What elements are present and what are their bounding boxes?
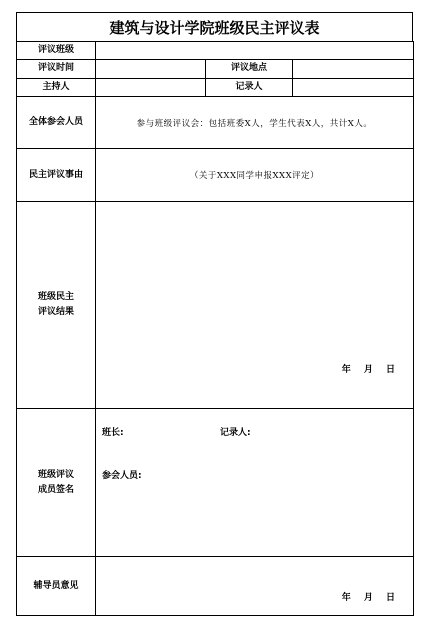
form-title: 建筑与设计学院班级民主评议表 xyxy=(16,12,413,42)
host-field[interactable] xyxy=(96,78,206,96)
members-label-line2: 成员签名 xyxy=(37,484,74,495)
members-label xyxy=(17,409,96,557)
attendees-signature-label: 参会人员: xyxy=(102,471,142,482)
result-label-line2: 评议结果 xyxy=(37,307,74,318)
recorder-field[interactable] xyxy=(293,78,414,96)
row-time xyxy=(17,60,414,78)
result-label-line1: 班级民主 xyxy=(37,292,74,303)
counselor-label: 辅导员意见 xyxy=(17,557,96,616)
monitor-signature-label: 班长: xyxy=(102,428,124,439)
matter-label: 民主评议事由 xyxy=(17,149,96,202)
counselor-date: 年 月 日 xyxy=(341,593,396,604)
time-label: 评议时间 xyxy=(17,60,96,78)
evaluation-form xyxy=(16,12,413,616)
class-field[interactable] xyxy=(96,42,414,60)
matter-text[interactable]: （关于XXX同学申报XXX评定） xyxy=(96,149,414,202)
host-label: 主持人 xyxy=(17,78,96,96)
result-label xyxy=(17,202,96,409)
members-field[interactable] xyxy=(96,409,414,557)
location-label: 评议地点 xyxy=(206,60,293,78)
result-date: 年 月 日 xyxy=(341,365,396,376)
recorder-signature-label: 记录人: xyxy=(220,428,251,439)
participants-label: 全体参会人员 xyxy=(17,96,96,149)
class-label: 评议班级 xyxy=(17,42,96,60)
row-matter xyxy=(17,149,414,202)
location-field[interactable] xyxy=(293,60,414,78)
participants-text[interactable]: 参与班级评议会：包括班委X人，学生代表X人，共计X人。 xyxy=(96,96,414,149)
form-table xyxy=(16,41,414,616)
time-field[interactable] xyxy=(96,60,206,78)
counselor-field[interactable] xyxy=(96,557,414,616)
result-field[interactable] xyxy=(96,202,414,409)
row-host xyxy=(17,78,414,96)
recorder-label: 记录人 xyxy=(206,78,293,96)
row-participants xyxy=(17,96,414,149)
row-class xyxy=(17,42,414,60)
row-members xyxy=(17,409,414,557)
members-label-line1: 班级评议 xyxy=(37,469,74,480)
row-counselor xyxy=(17,557,414,616)
row-result xyxy=(17,202,414,409)
